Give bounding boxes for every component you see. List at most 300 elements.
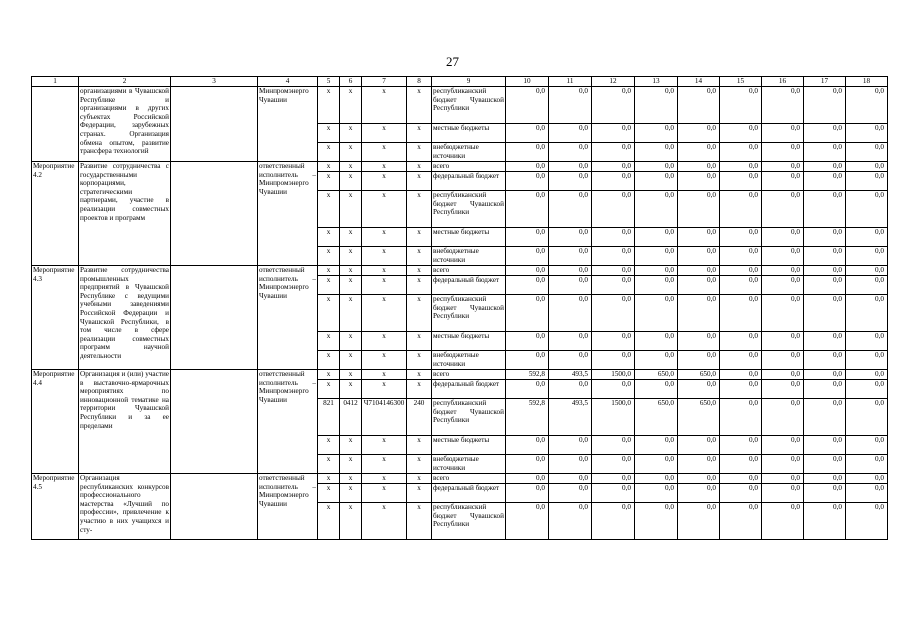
amount-cell: 0,0 [678, 247, 720, 266]
code-cell: 821 [318, 399, 340, 436]
amount-cell: 0,0 [678, 474, 720, 484]
code-cell: х [362, 436, 407, 455]
amount-cell: 0,0 [635, 455, 678, 474]
amount-cell: 0,0 [549, 247, 592, 266]
code-cell: х [318, 228, 340, 247]
code-cell: х [362, 172, 407, 191]
column-header: 17 [804, 77, 846, 87]
amount-cell: 0,0 [506, 228, 549, 247]
amount-cell: 0,0 [635, 351, 678, 370]
code-cell: х [340, 228, 362, 247]
amount-cell: 0,0 [506, 143, 549, 162]
amount-cell: 0,0 [549, 295, 592, 332]
measure-name: Развитие сотрудничества промышленных предприятий в Чувашской Республике с ведущими учебными заведениями Российской Федерации и Чувашской Республики, в том числе в сфере реализации совместных программ научной деятельности [79, 266, 171, 370]
funding-source: местные бюджеты [432, 228, 506, 247]
amount-cell: 0,0 [762, 276, 804, 295]
budget-table [31, 76, 888, 540]
amount-cell: 0,0 [720, 247, 762, 266]
code-cell: х [362, 455, 407, 474]
amount-cell: 0,0 [592, 295, 635, 332]
column-header: 15 [720, 77, 762, 87]
code-cell: х [407, 474, 432, 484]
code-cell: х [362, 276, 407, 295]
code-cell: х [318, 172, 340, 191]
empty-cell [171, 87, 258, 162]
code-cell: х [407, 351, 432, 370]
column-header: 3 [171, 77, 258, 87]
code-cell: х [340, 484, 362, 503]
amount-cell: 0,0 [549, 172, 592, 191]
code-cell: х [362, 228, 407, 247]
code-cell: х [362, 370, 407, 380]
amount-cell: 0,0 [720, 266, 762, 276]
amount-cell: 0,0 [635, 276, 678, 295]
code-cell: х [362, 162, 407, 172]
amount-cell: 1500,0 [592, 399, 635, 436]
amount-cell: 0,0 [678, 162, 720, 172]
amount-cell: 0,0 [846, 247, 888, 266]
amount-cell: 0,0 [506, 503, 549, 540]
column-header: 8 [407, 77, 432, 87]
measure-id [32, 87, 79, 162]
executor: ответственный исполнитель – Минпромэнерго Чувашии [258, 474, 318, 540]
measure-name: организациями в Чувашской Республике и организациями в других субъектах Российской Федерации, зарубежных странах. Организация обмена опытом, развитие трансфера технологий [79, 87, 171, 162]
amount-cell: 0,0 [720, 370, 762, 380]
executor: ответственный исполнитель – Минпромэнерго Чувашии [258, 162, 318, 266]
table-row [32, 474, 888, 484]
amount-cell: 0,0 [635, 332, 678, 351]
amount-cell: 0,0 [678, 172, 720, 191]
amount-cell: 0,0 [549, 474, 592, 484]
amount-cell: 0,0 [592, 162, 635, 172]
code-cell: х [318, 295, 340, 332]
amount-cell: 0,0 [762, 436, 804, 455]
amount-cell: 0,0 [762, 503, 804, 540]
funding-source: республиканский бюджет Чувашской Республики [432, 87, 506, 124]
code-cell: х [340, 436, 362, 455]
amount-cell: 0,0 [506, 380, 549, 399]
code-cell: х [340, 124, 362, 143]
amount-cell: 0,0 [592, 172, 635, 191]
amount-cell: 0,0 [804, 162, 846, 172]
amount-cell: 0,0 [762, 399, 804, 436]
amount-cell: 0,0 [678, 436, 720, 455]
amount-cell: 0,0 [592, 484, 635, 503]
amount-cell: 0,0 [804, 436, 846, 455]
amount-cell: 0,0 [720, 228, 762, 247]
funding-source: внебюджетные источники [432, 247, 506, 266]
code-cell: х [362, 143, 407, 162]
code-cell: х [318, 266, 340, 276]
amount-cell: 0,0 [549, 351, 592, 370]
amount-cell: 0,0 [506, 351, 549, 370]
code-cell: х [407, 143, 432, 162]
amount-cell: 0,0 [762, 332, 804, 351]
amount-cell: 0,0 [635, 162, 678, 172]
amount-cell: 0,0 [549, 228, 592, 247]
amount-cell: 0,0 [762, 87, 804, 124]
funding-source: внебюджетные источники [432, 143, 506, 162]
column-header: 12 [592, 77, 635, 87]
column-header: 7 [362, 77, 407, 87]
amount-cell: 0,0 [846, 162, 888, 172]
amount-cell: 650,0 [635, 399, 678, 436]
measure-name: Организация и (или) участие в выставочно-ярмарочных мероприятиях по инновационной тематике на территории Чувашской Республики и за ее пределами [79, 370, 171, 474]
amount-cell: 0,0 [678, 266, 720, 276]
column-header: 16 [762, 77, 804, 87]
amount-cell: 0,0 [762, 266, 804, 276]
amount-cell: 0,0 [549, 87, 592, 124]
amount-cell: 0,0 [846, 295, 888, 332]
code-cell: х [340, 266, 362, 276]
amount-cell: 0,0 [592, 266, 635, 276]
amount-cell: 0,0 [846, 503, 888, 540]
amount-cell: 0,0 [720, 191, 762, 228]
amount-cell: 0,0 [549, 332, 592, 351]
amount-cell: 0,0 [720, 87, 762, 124]
executor: ответственный исполнитель – Минпромэнерго Чувашии [258, 370, 318, 474]
code-cell: х [362, 124, 407, 143]
code-cell: х [407, 484, 432, 503]
amount-cell: 0,0 [762, 295, 804, 332]
amount-cell: 0,0 [846, 380, 888, 399]
amount-cell: 0,0 [762, 172, 804, 191]
funding-source: местные бюджеты [432, 332, 506, 351]
amount-cell: 0,0 [720, 436, 762, 455]
amount-cell: 0,0 [804, 503, 846, 540]
amount-cell: 0,0 [804, 455, 846, 474]
page-number: 27 [446, 54, 459, 69]
code-cell: х [340, 351, 362, 370]
amount-cell: 0,0 [635, 503, 678, 540]
amount-cell: 0,0 [635, 191, 678, 228]
amount-cell: 0,0 [506, 172, 549, 191]
funding-source: федеральный бюджет [432, 380, 506, 399]
amount-cell: 592,8 [506, 399, 549, 436]
amount-cell: 0,0 [720, 276, 762, 295]
amount-cell: 0,0 [506, 332, 549, 351]
amount-cell: 0,0 [720, 474, 762, 484]
funding-source: всего [432, 370, 506, 380]
amount-cell: 0,0 [720, 399, 762, 436]
amount-cell: 0,0 [720, 455, 762, 474]
amount-cell: 0,0 [678, 124, 720, 143]
amount-cell: 0,0 [549, 266, 592, 276]
amount-cell: 0,0 [506, 191, 549, 228]
funding-source: республиканский бюджет Чувашской Республики [432, 191, 506, 228]
amount-cell: 0,0 [635, 436, 678, 455]
code-cell: х [407, 124, 432, 143]
amount-cell: 0,0 [635, 380, 678, 399]
amount-cell: 0,0 [762, 474, 804, 484]
code-cell: х [318, 87, 340, 124]
amount-cell: 0,0 [506, 266, 549, 276]
empty-cell [171, 266, 258, 370]
code-cell: х [318, 380, 340, 399]
code-cell: х [340, 455, 362, 474]
code-cell: х [362, 247, 407, 266]
funding-source: всего [432, 266, 506, 276]
amount-cell: 0,0 [549, 143, 592, 162]
amount-cell: 0,0 [846, 276, 888, 295]
amount-cell: 0,0 [762, 124, 804, 143]
amount-cell: 493,5 [549, 370, 592, 380]
amount-cell: 0,0 [804, 276, 846, 295]
column-header: 2 [79, 77, 171, 87]
code-cell: х [407, 370, 432, 380]
code-cell: х [407, 172, 432, 191]
amount-cell: 0,0 [762, 380, 804, 399]
code-cell: х [318, 162, 340, 172]
amount-cell: 0,0 [592, 143, 635, 162]
amount-cell: 0,0 [804, 228, 846, 247]
amount-cell: 0,0 [846, 191, 888, 228]
funding-source: республиканский бюджет Чувашской Республики [432, 295, 506, 332]
amount-cell: 0,0 [720, 332, 762, 351]
funding-source: республиканский бюджет Чувашской Республики [432, 399, 506, 436]
amount-cell: 0,0 [804, 87, 846, 124]
amount-cell: 0,0 [549, 276, 592, 295]
amount-cell: 0,0 [846, 370, 888, 380]
column-header: 10 [506, 77, 549, 87]
amount-cell: 0,0 [804, 399, 846, 436]
amount-cell: 0,0 [549, 436, 592, 455]
amount-cell: 0,0 [592, 474, 635, 484]
amount-cell: 0,0 [635, 247, 678, 266]
amount-cell: 0,0 [762, 370, 804, 380]
code-cell: х [340, 474, 362, 484]
amount-cell: 0,0 [720, 503, 762, 540]
amount-cell: 0,0 [804, 143, 846, 162]
amount-cell: 0,0 [506, 87, 549, 124]
amount-cell: 0,0 [720, 295, 762, 332]
amount-cell: 0,0 [678, 503, 720, 540]
amount-cell: 0,0 [678, 228, 720, 247]
code-cell: х [318, 351, 340, 370]
funding-source: всего [432, 162, 506, 172]
amount-cell: 0,0 [635, 484, 678, 503]
amount-cell: 1500,0 [592, 370, 635, 380]
amount-cell: 0,0 [678, 295, 720, 332]
code-cell: х [407, 380, 432, 399]
amount-cell: 650,0 [678, 370, 720, 380]
amount-cell: 0,0 [506, 455, 549, 474]
code-cell: х [362, 332, 407, 351]
amount-cell: 0,0 [846, 474, 888, 484]
executor: Минпромэнерго Чувашии [258, 87, 318, 162]
table-row [32, 266, 888, 276]
amount-cell: 0,0 [506, 162, 549, 172]
amount-cell: 0,0 [846, 266, 888, 276]
code-cell: х [362, 295, 407, 332]
amount-cell: 0,0 [635, 295, 678, 332]
empty-cell [171, 370, 258, 474]
code-cell: х [340, 172, 362, 191]
amount-cell: 0,0 [720, 124, 762, 143]
amount-cell: 0,0 [592, 380, 635, 399]
amount-cell: 0,0 [846, 436, 888, 455]
code-cell: х [318, 143, 340, 162]
code-cell: х [362, 474, 407, 484]
code-cell: х [362, 191, 407, 228]
amount-cell: 0,0 [506, 295, 549, 332]
amount-cell: 0,0 [762, 351, 804, 370]
amount-cell: 0,0 [549, 124, 592, 143]
amount-cell: 0,0 [762, 191, 804, 228]
amount-cell: 0,0 [804, 247, 846, 266]
amount-cell: 0,0 [846, 87, 888, 124]
amount-cell: 0,0 [592, 503, 635, 540]
amount-cell: 0,0 [804, 332, 846, 351]
code-cell: х [407, 228, 432, 247]
table-row [32, 370, 888, 380]
funding-source: республиканский бюджет Чувашской Республики [432, 503, 506, 540]
amount-cell: 0,0 [678, 191, 720, 228]
code-cell: х [340, 295, 362, 332]
amount-cell: 0,0 [592, 455, 635, 474]
code-cell: х [340, 370, 362, 380]
amount-cell: 0,0 [762, 247, 804, 266]
code-cell: х [318, 247, 340, 266]
amount-cell: 0,0 [549, 455, 592, 474]
amount-cell: 0,0 [846, 484, 888, 503]
amount-cell: 0,0 [635, 474, 678, 484]
amount-cell: 0,0 [592, 351, 635, 370]
amount-cell: 0,0 [549, 503, 592, 540]
amount-cell: 0,0 [506, 247, 549, 266]
amount-cell: 0,0 [592, 191, 635, 228]
amount-cell: 0,0 [635, 172, 678, 191]
code-cell: х [407, 332, 432, 351]
amount-cell: 0,0 [804, 484, 846, 503]
column-header: 4 [258, 77, 318, 87]
amount-cell: 0,0 [506, 484, 549, 503]
code-cell: х [362, 380, 407, 399]
amount-cell: 0,0 [762, 162, 804, 172]
amount-cell: 0,0 [804, 380, 846, 399]
code-cell: х [340, 380, 362, 399]
amount-cell: 0,0 [804, 266, 846, 276]
amount-cell: 0,0 [635, 228, 678, 247]
code-cell: х [407, 247, 432, 266]
column-header: 6 [340, 77, 362, 87]
code-cell: х [340, 276, 362, 295]
executor: ответственный исполнитель – Минпромэнерго Чувашии [258, 266, 318, 370]
code-cell: х [318, 503, 340, 540]
code-cell: х [407, 162, 432, 172]
column-header: 11 [549, 77, 592, 87]
funding-source: местные бюджеты [432, 124, 506, 143]
amount-cell: 0,0 [506, 124, 549, 143]
amount-cell: 0,0 [804, 191, 846, 228]
column-header: 9 [432, 77, 506, 87]
amount-cell: 0,0 [720, 143, 762, 162]
amount-cell: 0,0 [549, 380, 592, 399]
funding-source: всего [432, 474, 506, 484]
amount-cell: 0,0 [506, 474, 549, 484]
column-header: 14 [678, 77, 720, 87]
amount-cell: 0,0 [846, 351, 888, 370]
amount-cell: 0,0 [592, 247, 635, 266]
amount-cell: 0,0 [678, 276, 720, 295]
funding-source: местные бюджеты [432, 436, 506, 455]
code-cell: х [362, 87, 407, 124]
code-cell: х [318, 276, 340, 295]
code-cell: х [362, 266, 407, 276]
measure-name: Развитие сотрудничества с государственными корпорациями, стратегическими партнерами, участие в реализации совместных проектов и программ [79, 162, 171, 266]
amount-cell: 0,0 [846, 455, 888, 474]
amount-cell: 0,0 [592, 87, 635, 124]
header-row [32, 77, 888, 87]
amount-cell: 650,0 [678, 399, 720, 436]
amount-cell: 650,0 [635, 370, 678, 380]
code-cell: х [407, 295, 432, 332]
code-cell: х [407, 503, 432, 540]
table-row [32, 162, 888, 172]
column-header: 5 [318, 77, 340, 87]
amount-cell: 0,0 [592, 436, 635, 455]
amount-cell: 0,0 [720, 484, 762, 503]
amount-cell: 0,0 [635, 124, 678, 143]
amount-cell: 0,0 [804, 370, 846, 380]
amount-cell: 0,0 [635, 87, 678, 124]
amount-cell: 0,0 [678, 484, 720, 503]
amount-cell: 0,0 [635, 266, 678, 276]
amount-cell: 0,0 [846, 399, 888, 436]
measure-id: Мероприятие 4.4 [32, 370, 79, 474]
amount-cell: 0,0 [678, 87, 720, 124]
code-cell: х [407, 266, 432, 276]
code-cell: х [407, 276, 432, 295]
code-cell: х [340, 503, 362, 540]
amount-cell: 0,0 [804, 351, 846, 370]
amount-cell: 0,0 [678, 143, 720, 162]
code-cell: х [407, 87, 432, 124]
amount-cell: 0,0 [762, 143, 804, 162]
amount-cell: 0,0 [720, 172, 762, 191]
measure-id: Мероприятие 4.2 [32, 162, 79, 266]
amount-cell: 0,0 [592, 276, 635, 295]
amount-cell: 0,0 [720, 162, 762, 172]
code-cell: х [362, 503, 407, 540]
amount-cell: 0,0 [804, 124, 846, 143]
code-cell: Ч7104146300 [362, 399, 407, 436]
code-cell: х [407, 191, 432, 228]
amount-cell: 0,0 [678, 332, 720, 351]
amount-cell: 0,0 [846, 124, 888, 143]
empty-cell [171, 162, 258, 266]
amount-cell: 0,0 [678, 455, 720, 474]
code-cell: х [340, 247, 362, 266]
code-cell: х [340, 332, 362, 351]
funding-source: федеральный бюджет [432, 172, 506, 191]
code-cell: х [340, 162, 362, 172]
amount-cell: 0,0 [804, 172, 846, 191]
code-cell: х [318, 436, 340, 455]
code-cell: х [362, 351, 407, 370]
funding-source: внебюджетные источники [432, 351, 506, 370]
amount-cell: 0,0 [846, 172, 888, 191]
amount-cell: 0,0 [846, 228, 888, 247]
code-cell: х [318, 474, 340, 484]
column-header: 1 [32, 77, 79, 87]
amount-cell: 0,0 [762, 484, 804, 503]
amount-cell: 0,0 [549, 162, 592, 172]
amount-cell: 493,5 [549, 399, 592, 436]
measure-name: Организация республиканских конкурсов профессионального мастерства «Лучший по профессии», привлечение к участию в них учащихся и сту- [79, 474, 171, 540]
amount-cell: 0,0 [720, 351, 762, 370]
amount-cell: 0,0 [549, 484, 592, 503]
